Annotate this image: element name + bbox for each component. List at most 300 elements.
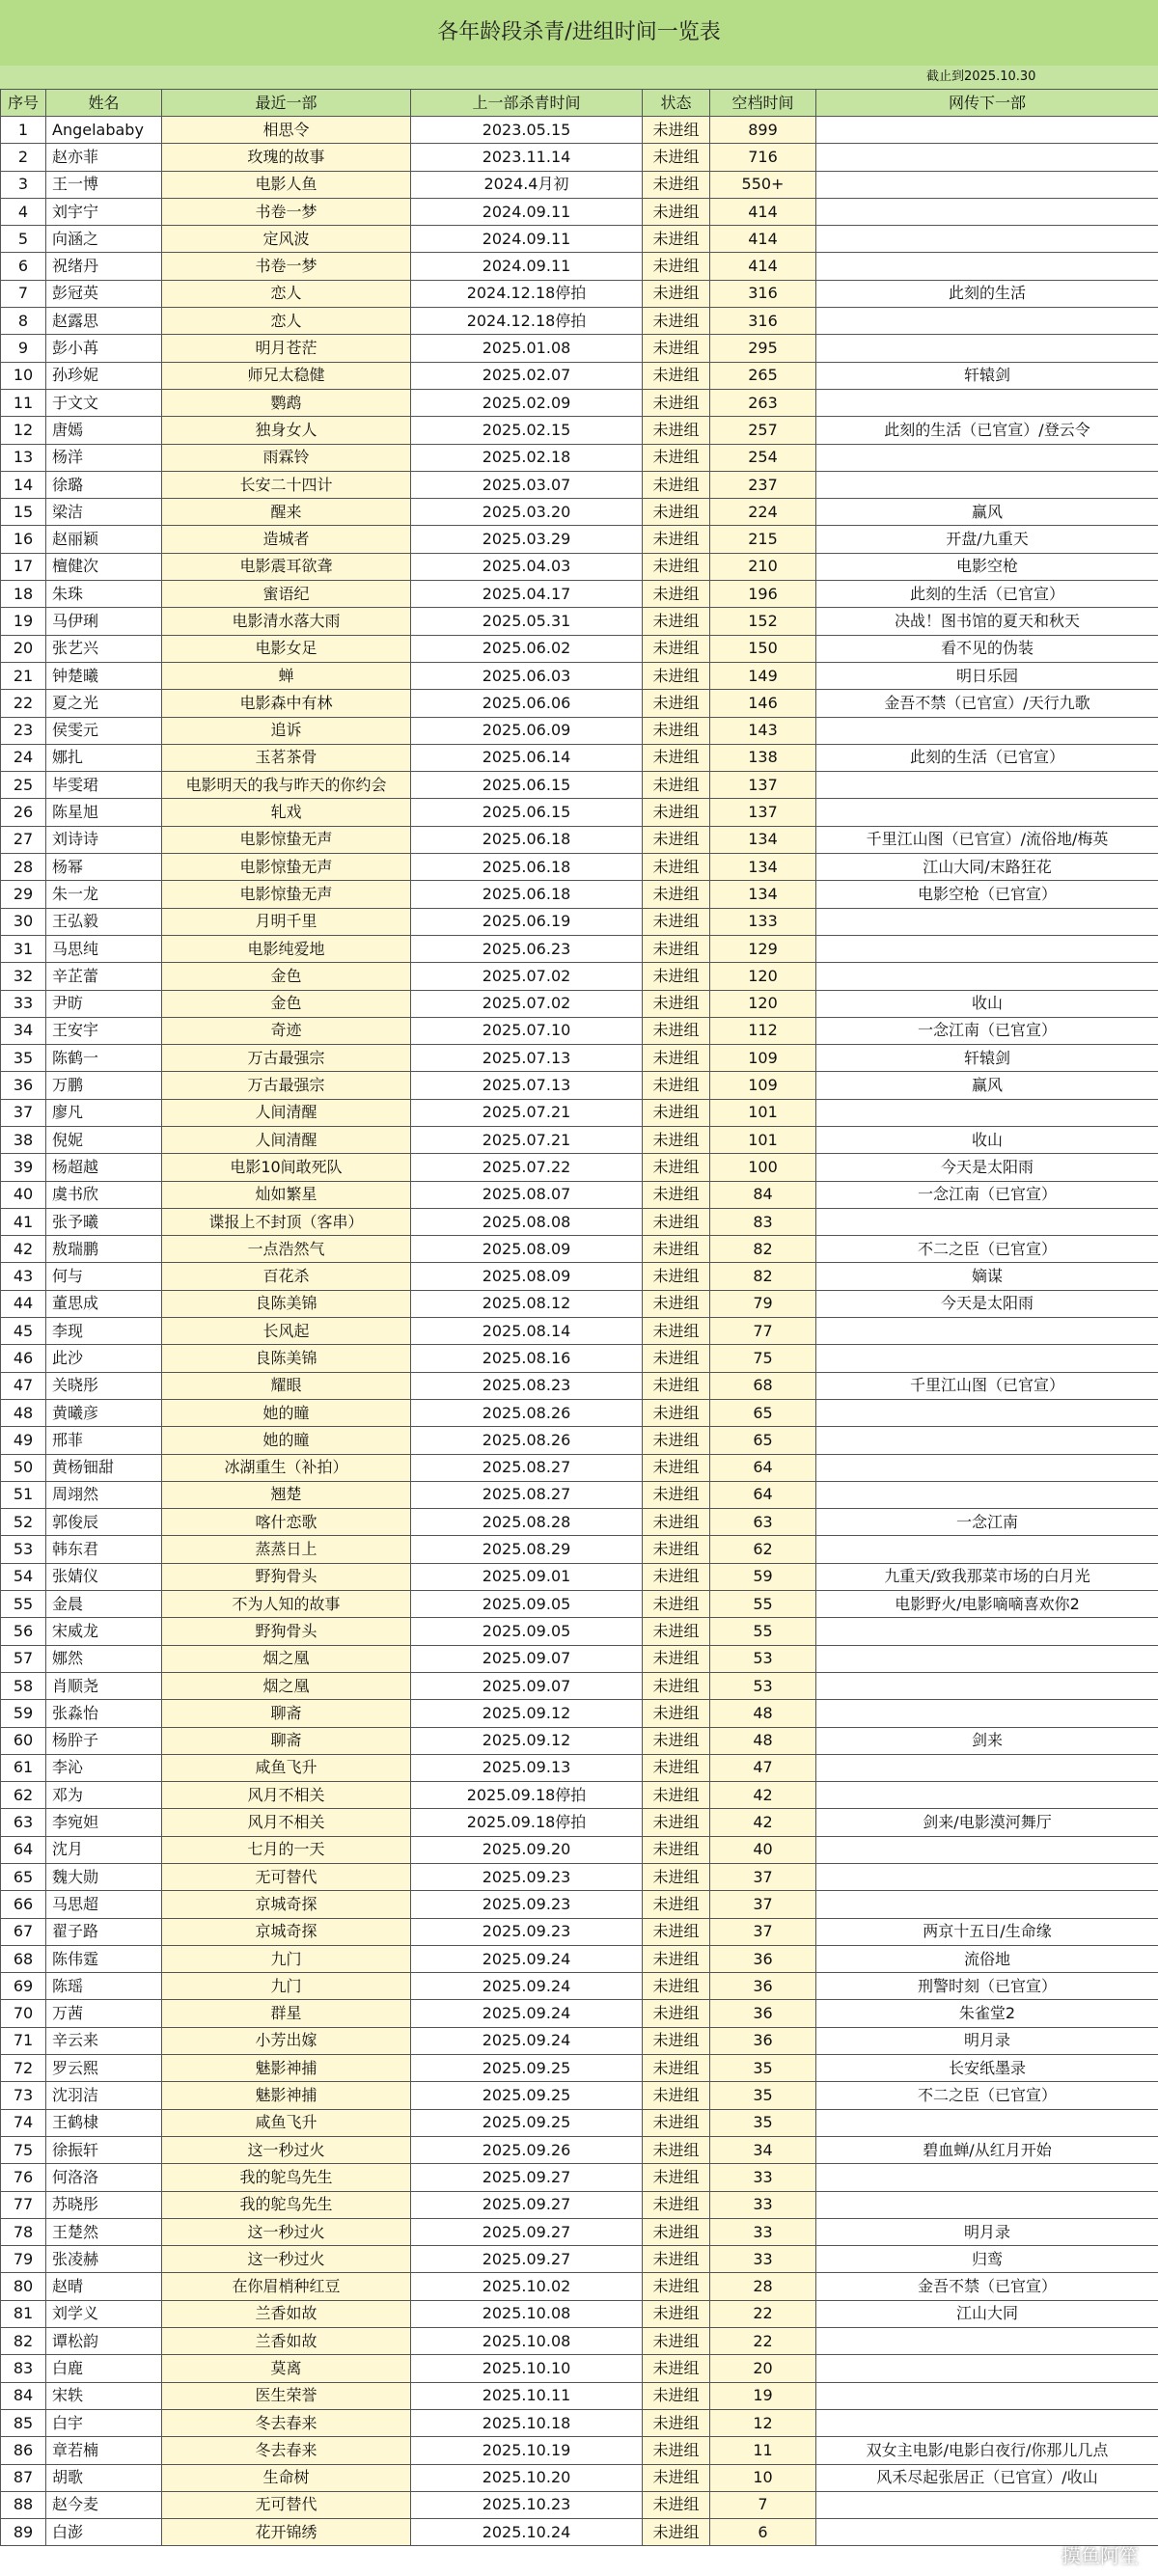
cell-status[interactable]: 未进组 [643, 144, 710, 171]
cell-status[interactable]: 未进组 [643, 2409, 710, 2436]
cell-wrap-time[interactable]: 2025.08.16 [411, 1345, 643, 1372]
cell-gap-days[interactable]: 101 [710, 1126, 816, 1153]
cell-status[interactable]: 未进组 [643, 2464, 710, 2491]
cell-next-rumored[interactable]: 电影空枪 [816, 553, 1158, 580]
cell-next-rumored[interactable] [816, 226, 1158, 253]
cell-name[interactable]: 夏之光 [46, 690, 162, 717]
cell-index[interactable]: 29 [1, 881, 46, 908]
cell-status[interactable]: 未进组 [643, 1591, 710, 1618]
cell-status[interactable]: 未进组 [643, 226, 710, 253]
cell-gap-days[interactable]: 20 [710, 2355, 816, 2382]
cell-next-rumored[interactable]: 金吾不禁（已官宣） [816, 2273, 1158, 2300]
cell-status[interactable]: 未进组 [643, 717, 710, 744]
cell-name[interactable]: 马思纯 [46, 935, 162, 962]
cell-next-rumored[interactable]: 朱雀堂2 [816, 2000, 1158, 2027]
cell-wrap-time[interactable]: 2025.09.27 [411, 2164, 643, 2191]
cell-next-rumored[interactable]: 决战！图书馆的夏天和秋天 [816, 608, 1158, 635]
cell-name[interactable]: 金晨 [46, 1591, 162, 1618]
cell-name[interactable]: 沈月 [46, 1836, 162, 1863]
cell-name[interactable]: 唐嫣 [46, 417, 162, 444]
cell-gap-days[interactable]: 101 [710, 1099, 816, 1126]
cell-status[interactable]: 未进组 [643, 1618, 710, 1645]
cell-next-rumored[interactable] [816, 1645, 1158, 1672]
cell-name[interactable]: 王楚然 [46, 2218, 162, 2245]
cell-status[interactable]: 未进组 [643, 2109, 710, 2136]
cell-next-rumored[interactable]: 收山 [816, 1126, 1158, 1153]
cell-wrap-time[interactable]: 2025.09.25 [411, 2082, 643, 2109]
cell-index[interactable]: 21 [1, 662, 46, 689]
cell-gap-days[interactable]: 36 [710, 1945, 816, 1972]
cell-index[interactable]: 85 [1, 2409, 46, 2436]
cell-index[interactable]: 46 [1, 1345, 46, 1372]
cell-name[interactable]: 杨超越 [46, 1154, 162, 1181]
cell-wrap-time[interactable]: 2025.09.25 [411, 2109, 643, 2136]
cell-status[interactable]: 未进组 [643, 690, 710, 717]
cell-wrap-time[interactable]: 2025.09.27 [411, 2246, 643, 2273]
cell-gap-days[interactable]: 53 [710, 1645, 816, 1672]
cell-next-rumored[interactable] [816, 1345, 1158, 1372]
cell-recent-work[interactable]: 风月不相关 [162, 1809, 411, 1836]
cell-gap-days[interactable]: 33 [710, 2164, 816, 2191]
cell-next-rumored[interactable]: 千里江山图（已官宣） [816, 1372, 1158, 1399]
cell-index[interactable]: 70 [1, 2000, 46, 2027]
cell-gap-days[interactable]: 414 [710, 253, 816, 280]
cell-name[interactable]: 朱一龙 [46, 881, 162, 908]
cell-recent-work[interactable]: 京城奇探 [162, 1918, 411, 1945]
cell-index[interactable]: 73 [1, 2082, 46, 2109]
cell-wrap-time[interactable]: 2025.07.22 [411, 1154, 643, 1181]
cell-recent-work[interactable]: 蜜语纪 [162, 581, 411, 608]
cell-gap-days[interactable]: 42 [710, 1809, 816, 1836]
cell-gap-days[interactable]: 109 [710, 1072, 816, 1099]
cell-wrap-time[interactable]: 2025.08.12 [411, 1290, 643, 1317]
cell-next-rumored[interactable] [816, 253, 1158, 280]
cell-name[interactable]: 王弘毅 [46, 908, 162, 935]
cell-wrap-time[interactable]: 2025.06.06 [411, 690, 643, 717]
cell-gap-days[interactable]: 10 [710, 2464, 816, 2491]
cell-status[interactable]: 未进组 [643, 1509, 710, 1536]
cell-next-rumored[interactable]: 流俗地 [816, 1945, 1158, 1972]
cell-next-rumored[interactable] [816, 471, 1158, 498]
cell-next-rumored[interactable] [816, 335, 1158, 362]
cell-gap-days[interactable]: 35 [710, 2082, 816, 2109]
cell-wrap-time[interactable]: 2025.07.10 [411, 1017, 643, 1044]
cell-index[interactable]: 64 [1, 1836, 46, 1863]
cell-index[interactable]: 77 [1, 2191, 46, 2218]
cell-recent-work[interactable]: 喀什恋歌 [162, 1509, 411, 1536]
cell-name[interactable]: 马思超 [46, 1891, 162, 1918]
cell-gap-days[interactable]: 899 [710, 117, 816, 144]
cell-gap-days[interactable]: 48 [710, 1727, 816, 1754]
cell-status[interactable]: 未进组 [643, 1864, 710, 1891]
cell-gap-days[interactable]: 59 [710, 1563, 816, 1590]
cell-next-rumored[interactable] [816, 117, 1158, 144]
cell-gap-days[interactable]: 37 [710, 1864, 816, 1891]
cell-name[interactable]: 钟楚曦 [46, 662, 162, 689]
cell-next-rumored[interactable]: 明月录 [816, 2027, 1158, 2054]
cell-gap-days[interactable]: 63 [710, 1509, 816, 1536]
cell-name[interactable]: 倪妮 [46, 1126, 162, 1153]
cell-wrap-time[interactable]: 2025.09.18停拍 [411, 1782, 643, 1809]
cell-index[interactable]: 83 [1, 2355, 46, 2382]
cell-index[interactable]: 10 [1, 362, 46, 389]
cell-status[interactable]: 未进组 [643, 1454, 710, 1481]
cell-gap-days[interactable]: 120 [710, 963, 816, 990]
cell-name[interactable]: 黄曦彦 [46, 1399, 162, 1426]
cell-wrap-time[interactable]: 2025.10.08 [411, 2328, 643, 2355]
cell-index[interactable]: 2 [1, 144, 46, 171]
cell-status[interactable]: 未进组 [643, 280, 710, 307]
cell-status[interactable]: 未进组 [643, 389, 710, 416]
cell-recent-work[interactable]: 恋人 [162, 280, 411, 307]
cell-recent-work[interactable]: 电影惊蛰无声 [162, 854, 411, 881]
cell-wrap-time[interactable]: 2025.06.14 [411, 744, 643, 771]
cell-wrap-time[interactable]: 2025.06.19 [411, 908, 643, 935]
cell-recent-work[interactable]: 我的鸵鸟先生 [162, 2164, 411, 2191]
cell-status[interactable]: 未进组 [643, 1809, 710, 1836]
cell-gap-days[interactable]: 33 [710, 2191, 816, 2218]
cell-name[interactable]: 杨洋 [46, 444, 162, 471]
cell-next-rumored[interactable] [816, 1427, 1158, 1454]
cell-status[interactable]: 未进组 [643, 362, 710, 389]
cell-gap-days[interactable]: 134 [710, 854, 816, 881]
cell-name[interactable]: 梁洁 [46, 499, 162, 526]
cell-status[interactable]: 未进组 [643, 1154, 710, 1181]
cell-gap-days[interactable]: 150 [710, 635, 816, 662]
cell-index[interactable]: 12 [1, 417, 46, 444]
cell-wrap-time[interactable]: 2025.10.24 [411, 2519, 643, 2546]
cell-wrap-time[interactable]: 2024.12.18停拍 [411, 308, 643, 335]
cell-next-rumored[interactable]: 收山 [816, 990, 1158, 1017]
cell-next-rumored[interactable]: 九重天/致我那菜市场的白月光 [816, 1563, 1158, 1590]
cell-name[interactable]: 杨幂 [46, 854, 162, 881]
cell-recent-work[interactable]: 恋人 [162, 308, 411, 335]
cell-recent-work[interactable]: 电影纯爱地 [162, 935, 411, 962]
cell-index[interactable]: 17 [1, 553, 46, 580]
cell-gap-days[interactable]: 224 [710, 499, 816, 526]
cell-recent-work[interactable]: 生命树 [162, 2464, 411, 2491]
cell-recent-work[interactable]: 书卷一梦 [162, 198, 411, 225]
cell-next-rumored[interactable] [816, 2164, 1158, 2191]
cell-index[interactable]: 27 [1, 826, 46, 853]
cell-gap-days[interactable]: 33 [710, 2218, 816, 2245]
cell-index[interactable]: 89 [1, 2519, 46, 2546]
cell-gap-days[interactable]: 83 [710, 1208, 816, 1235]
cell-name[interactable]: 赵亦菲 [46, 144, 162, 171]
cell-name[interactable]: 白宇 [46, 2409, 162, 2436]
cell-recent-work[interactable]: 聊斋 [162, 1700, 411, 1727]
cell-name[interactable]: 张婧仪 [46, 1563, 162, 1590]
cell-name[interactable]: 刘诗诗 [46, 826, 162, 853]
cell-wrap-time[interactable]: 2025.03.20 [411, 499, 643, 526]
cell-status[interactable]: 未进组 [643, 662, 710, 689]
cell-next-rumored[interactable] [816, 1754, 1158, 1781]
cell-name[interactable]: 杨肸子 [46, 1727, 162, 1754]
cell-next-rumored[interactable]: 刑警时刻（已官宣） [816, 1973, 1158, 2000]
cell-status[interactable]: 未进组 [643, 1126, 710, 1153]
cell-name[interactable]: 邢菲 [46, 1427, 162, 1454]
cell-recent-work[interactable]: 烟之凰 [162, 1672, 411, 1699]
cell-index[interactable]: 53 [1, 1536, 46, 1563]
cell-index[interactable]: 76 [1, 2164, 46, 2191]
cell-recent-work[interactable]: 电影惊蛰无声 [162, 826, 411, 853]
cell-recent-work[interactable]: 金色 [162, 963, 411, 990]
cell-wrap-time[interactable]: 2024.09.11 [411, 198, 643, 225]
cell-status[interactable]: 未进组 [643, 1754, 710, 1781]
cell-name[interactable]: 苏晓彤 [46, 2191, 162, 2218]
cell-wrap-time[interactable]: 2025.09.01 [411, 1563, 643, 1590]
cell-gap-days[interactable]: 316 [710, 280, 816, 307]
cell-status[interactable]: 未进组 [643, 2437, 710, 2464]
cell-index[interactable]: 32 [1, 963, 46, 990]
cell-gap-days[interactable]: 146 [710, 690, 816, 717]
cell-index[interactable]: 4 [1, 198, 46, 225]
cell-name[interactable]: 关晓彤 [46, 1372, 162, 1399]
cell-status[interactable]: 未进组 [643, 1727, 710, 1754]
header-name[interactable]: 姓名 [46, 90, 162, 117]
cell-wrap-time[interactable]: 2025.02.09 [411, 389, 643, 416]
cell-next-rumored[interactable] [816, 1481, 1158, 1508]
cell-gap-days[interactable]: 112 [710, 1017, 816, 1044]
cell-name[interactable]: 沈羽洁 [46, 2082, 162, 2109]
cell-wrap-time[interactable]: 2025.08.27 [411, 1454, 643, 1481]
cell-gap-days[interactable]: 152 [710, 608, 816, 635]
cell-status[interactable]: 未进组 [643, 2191, 710, 2218]
cell-next-rumored[interactable]: 一念江南（已官宣） [816, 1181, 1158, 1208]
cell-index[interactable]: 59 [1, 1700, 46, 1727]
cell-next-rumored[interactable]: 碧血蝉/从红月开始 [816, 2136, 1158, 2163]
cell-recent-work[interactable]: 轧戏 [162, 799, 411, 826]
cell-index[interactable]: 75 [1, 2136, 46, 2163]
cell-recent-work[interactable]: 我的鸵鸟先生 [162, 2191, 411, 2218]
cell-next-rumored[interactable]: 一念江南（已官宣） [816, 1017, 1158, 1044]
cell-recent-work[interactable]: 九门 [162, 1973, 411, 2000]
cell-wrap-time[interactable]: 2025.08.09 [411, 1236, 643, 1263]
cell-index[interactable]: 78 [1, 2218, 46, 2245]
cell-status[interactable]: 未进组 [643, 990, 710, 1017]
cell-recent-work[interactable]: 电影明天的我与昨天的你约会 [162, 772, 411, 799]
cell-recent-work[interactable]: 独身女人 [162, 417, 411, 444]
cell-recent-work[interactable]: 莫离 [162, 2355, 411, 2382]
cell-index[interactable]: 38 [1, 1126, 46, 1153]
cell-recent-work[interactable]: 九门 [162, 1945, 411, 1972]
cell-gap-days[interactable]: 414 [710, 198, 816, 225]
cell-next-rumored[interactable] [816, 1891, 1158, 1918]
cell-index[interactable]: 6 [1, 253, 46, 280]
cell-recent-work[interactable]: 魅影神捕 [162, 2055, 411, 2082]
cell-status[interactable]: 未进组 [643, 2382, 710, 2409]
cell-next-rumored[interactable] [816, 908, 1158, 935]
cell-name[interactable]: 胡歌 [46, 2464, 162, 2491]
cell-next-rumored[interactable]: 电影空枪（已官宣） [816, 881, 1158, 908]
cell-status[interactable]: 未进组 [643, 2519, 710, 2546]
cell-recent-work[interactable]: 耀眼 [162, 1372, 411, 1399]
cell-next-rumored[interactable] [816, 2491, 1158, 2518]
cell-name[interactable]: 于文文 [46, 389, 162, 416]
cell-status[interactable]: 未进组 [643, 1290, 710, 1317]
cell-wrap-time[interactable]: 2025.08.08 [411, 1208, 643, 1235]
cell-recent-work[interactable]: 兰香如故 [162, 2300, 411, 2327]
cell-gap-days[interactable]: 79 [710, 1290, 816, 1317]
cell-recent-work[interactable]: 电影人鱼 [162, 171, 411, 198]
cell-index[interactable]: 45 [1, 1318, 46, 1345]
cell-wrap-time[interactable]: 2024.09.11 [411, 226, 643, 253]
cell-gap-days[interactable]: 40 [710, 1836, 816, 1863]
cell-status[interactable]: 未进组 [643, 744, 710, 771]
cell-recent-work[interactable]: 定风波 [162, 226, 411, 253]
cell-gap-days[interactable]: 196 [710, 581, 816, 608]
cell-status[interactable]: 未进组 [643, 1372, 710, 1399]
cell-wrap-time[interactable]: 2025.08.29 [411, 1536, 643, 1563]
cell-gap-days[interactable]: 36 [710, 2000, 816, 2027]
cell-index[interactable]: 19 [1, 608, 46, 635]
cell-index[interactable]: 68 [1, 1945, 46, 1972]
cell-wrap-time[interactable]: 2025.08.26 [411, 1399, 643, 1426]
cell-next-rumored[interactable] [816, 2382, 1158, 2409]
cell-recent-work[interactable]: 相思令 [162, 117, 411, 144]
cell-gap-days[interactable]: 137 [710, 772, 816, 799]
cell-next-rumored[interactable] [816, 1536, 1158, 1563]
cell-status[interactable]: 未进组 [643, 1017, 710, 1044]
cell-recent-work[interactable]: 这一秒过火 [162, 2246, 411, 2273]
cell-name[interactable]: 何洛洛 [46, 2164, 162, 2191]
cell-gap-days[interactable]: 35 [710, 2055, 816, 2082]
cell-next-rumored[interactable]: 归鸾 [816, 2246, 1158, 2273]
cell-status[interactable]: 未进组 [643, 1181, 710, 1208]
cell-status[interactable]: 未进组 [643, 2000, 710, 2027]
cell-status[interactable]: 未进组 [643, 2027, 710, 2054]
cell-next-rumored[interactable] [816, 1864, 1158, 1891]
cell-wrap-time[interactable]: 2025.03.07 [411, 471, 643, 498]
cell-index[interactable]: 24 [1, 744, 46, 771]
cell-name[interactable]: 马伊琍 [46, 608, 162, 635]
cell-gap-days[interactable]: 138 [710, 744, 816, 771]
cell-recent-work[interactable]: 谍报上不封顶（客串） [162, 1208, 411, 1235]
cell-wrap-time[interactable]: 2025.09.13 [411, 1754, 643, 1781]
cell-wrap-time[interactable]: 2025.02.15 [411, 417, 643, 444]
cell-recent-work[interactable]: 七月的一天 [162, 1836, 411, 1863]
cell-name[interactable]: 宋轶 [46, 2382, 162, 2409]
cell-recent-work[interactable]: 月明千里 [162, 908, 411, 935]
cell-status[interactable]: 未进组 [643, 881, 710, 908]
header-gap-days[interactable]: 空档时间 [710, 90, 816, 117]
cell-recent-work[interactable]: 冬去春来 [162, 2409, 411, 2436]
cell-status[interactable]: 未进组 [643, 526, 710, 553]
cell-wrap-time[interactable]: 2025.06.03 [411, 662, 643, 689]
cell-wrap-time[interactable]: 2025.09.24 [411, 2027, 643, 2054]
cell-name[interactable]: 檀健次 [46, 553, 162, 580]
cell-name[interactable]: 侯雯元 [46, 717, 162, 744]
cell-recent-work[interactable]: 电影清水落大雨 [162, 608, 411, 635]
cell-gap-days[interactable]: 263 [710, 389, 816, 416]
cell-name[interactable]: 毕雯珺 [46, 772, 162, 799]
cell-recent-work[interactable]: 京城奇探 [162, 1891, 411, 1918]
cell-gap-days[interactable]: 64 [710, 1481, 816, 1508]
cell-next-rumored[interactable]: 此刻的生活（已官宣） [816, 581, 1158, 608]
cell-name[interactable]: 魏大勋 [46, 1864, 162, 1891]
cell-status[interactable]: 未进组 [643, 2491, 710, 2518]
cell-wrap-time[interactable]: 2025.09.23 [411, 1891, 643, 1918]
cell-recent-work[interactable]: 玫瑰的故事 [162, 144, 411, 171]
cell-status[interactable]: 未进组 [643, 908, 710, 935]
cell-index[interactable]: 44 [1, 1290, 46, 1317]
cell-index[interactable]: 82 [1, 2328, 46, 2355]
cell-status[interactable]: 未进组 [643, 1645, 710, 1672]
cell-wrap-time[interactable]: 2025.10.19 [411, 2437, 643, 2464]
cell-name[interactable]: 罗云熙 [46, 2055, 162, 2082]
cell-recent-work[interactable]: 蝉 [162, 662, 411, 689]
header-index[interactable]: 序号 [1, 90, 46, 117]
cell-status[interactable]: 未进组 [643, 2300, 710, 2327]
cell-next-rumored[interactable] [816, 308, 1158, 335]
cell-next-rumored[interactable]: 风禾尽起张居正（已官宣）/收山 [816, 2464, 1158, 2491]
cell-wrap-time[interactable]: 2024.09.11 [411, 253, 643, 280]
cell-status[interactable]: 未进组 [643, 444, 710, 471]
cell-next-rumored[interactable] [816, 1836, 1158, 1863]
cell-status[interactable]: 未进组 [643, 335, 710, 362]
cell-next-rumored[interactable] [816, 2409, 1158, 2436]
cell-recent-work[interactable]: 她的瞳 [162, 1427, 411, 1454]
cell-recent-work[interactable]: 这一秒过火 [162, 2136, 411, 2163]
cell-status[interactable]: 未进组 [643, 117, 710, 144]
cell-recent-work[interactable]: 这一秒过火 [162, 2218, 411, 2245]
cell-index[interactable]: 63 [1, 1809, 46, 1836]
cell-wrap-time[interactable]: 2025.06.18 [411, 854, 643, 881]
cell-status[interactable]: 未进组 [643, 826, 710, 853]
cell-status[interactable]: 未进组 [643, 1236, 710, 1263]
cell-recent-work[interactable]: 她的瞳 [162, 1399, 411, 1426]
cell-gap-days[interactable]: 36 [710, 2027, 816, 2054]
cell-name[interactable]: 陈星旭 [46, 799, 162, 826]
cell-index[interactable]: 60 [1, 1727, 46, 1754]
cell-index[interactable]: 3 [1, 171, 46, 198]
cell-wrap-time[interactable]: 2025.03.29 [411, 526, 643, 553]
cell-name[interactable]: 董思成 [46, 1290, 162, 1317]
cell-index[interactable]: 57 [1, 1645, 46, 1672]
cell-gap-days[interactable]: 149 [710, 662, 816, 689]
cell-wrap-time[interactable]: 2025.02.18 [411, 444, 643, 471]
cell-status[interactable]: 未进组 [643, 1945, 710, 1972]
cell-status[interactable]: 未进组 [643, 499, 710, 526]
cell-name[interactable]: 万茜 [46, 2000, 162, 2027]
cell-next-rumored[interactable] [816, 1672, 1158, 1699]
cell-status[interactable]: 未进组 [643, 2273, 710, 2300]
cell-gap-days[interactable]: 129 [710, 935, 816, 962]
cell-gap-days[interactable]: 143 [710, 717, 816, 744]
cell-next-rumored[interactable]: 一念江南 [816, 1509, 1158, 1536]
cell-name[interactable]: 李宛妲 [46, 1809, 162, 1836]
cell-name[interactable]: 王安宇 [46, 1017, 162, 1044]
cell-gap-days[interactable]: 237 [710, 471, 816, 498]
cell-recent-work[interactable]: 明月苍茫 [162, 335, 411, 362]
cell-next-rumored[interactable]: 江山大同/末路狂花 [816, 854, 1158, 881]
cell-name[interactable]: 赵晴 [46, 2273, 162, 2300]
cell-next-rumored[interactable] [816, 799, 1158, 826]
cell-index[interactable]: 48 [1, 1399, 46, 1426]
cell-wrap-time[interactable]: 2025.09.24 [411, 2000, 643, 2027]
cell-recent-work[interactable]: 电影10间敢死队 [162, 1154, 411, 1181]
cell-next-rumored[interactable] [816, 171, 1158, 198]
cell-index[interactable]: 11 [1, 389, 46, 416]
cell-wrap-time[interactable]: 2025.06.15 [411, 799, 643, 826]
cell-wrap-time[interactable]: 2025.09.18停拍 [411, 1809, 643, 1836]
cell-recent-work[interactable]: 万古最强宗 [162, 1045, 411, 1072]
cell-wrap-time[interactable]: 2025.09.12 [411, 1700, 643, 1727]
cell-recent-work[interactable]: 无可替代 [162, 2491, 411, 2518]
cell-next-rumored[interactable] [816, 1700, 1158, 1727]
cell-gap-days[interactable]: 257 [710, 417, 816, 444]
cell-index[interactable]: 71 [1, 2027, 46, 2054]
